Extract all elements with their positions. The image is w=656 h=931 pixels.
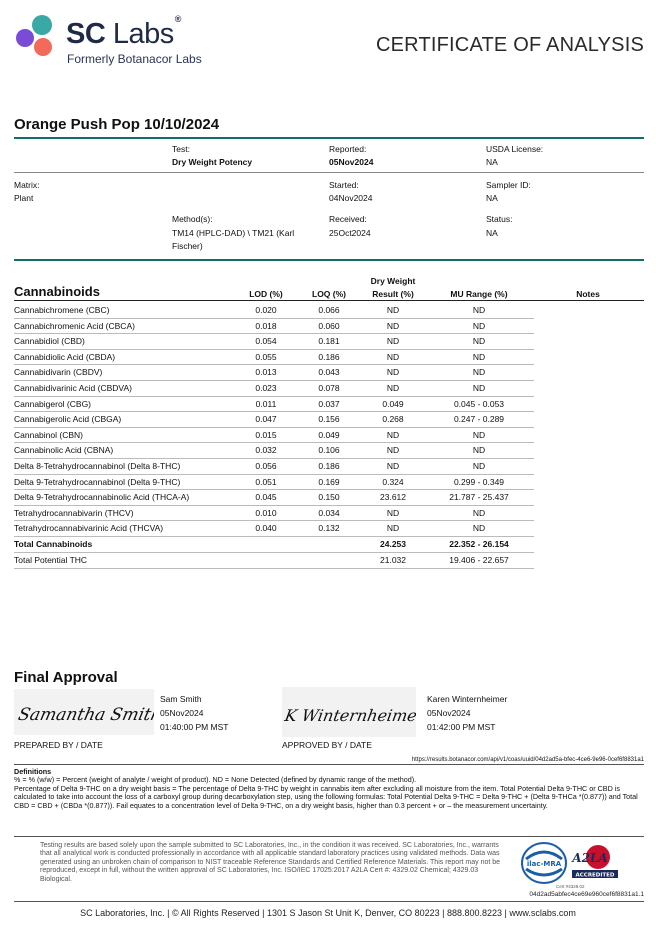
total-cannabinoids-label: Total Cannabinoids xyxy=(14,539,93,549)
lod-value: 0.018 xyxy=(255,320,277,331)
prepared-by-label: PREPARED BY / DATE xyxy=(14,740,103,750)
dry-weight-result: ND xyxy=(386,429,400,440)
document-type: CERTIFICATE OF ANALYSIS xyxy=(376,34,644,56)
cannabinoid-name: Delta 9-Tetrahydrocannabinolic Acid (THCA-A) xyxy=(14,492,190,503)
lod-value: 0.010 xyxy=(255,507,277,518)
lod-value: 0.040 xyxy=(255,523,277,534)
definitions-divider xyxy=(14,836,644,837)
lod-value: 0.056 xyxy=(255,461,277,471)
dry-weight-result: 0.049 xyxy=(382,398,404,409)
lod-value: 0.051 xyxy=(255,476,277,487)
mu-range: 0.299 - 0.349 xyxy=(453,476,505,487)
loq-value: 0.169 xyxy=(318,476,340,487)
dry-weight-result: ND xyxy=(386,445,400,456)
mu-range: ND xyxy=(472,507,486,518)
meta-divider xyxy=(14,172,644,173)
ilac-mra-badge-icon xyxy=(520,841,568,885)
table-row xyxy=(14,505,534,522)
cannabinoid-name: Cannabidiol (CBD) xyxy=(14,336,85,347)
loq-value: 0.037 xyxy=(318,398,340,409)
col-header-dry-weight: Dry Weight xyxy=(370,276,416,286)
cannabinoids-title: Cannabinoids xyxy=(14,284,100,299)
product-title: Orange Push Pop 10/10/2024 xyxy=(14,116,220,133)
cert-number: Cert #4329.02 xyxy=(556,884,585,889)
lod-value: 0.023 xyxy=(255,383,277,393)
definitions-line1: % = % (w/w) = Percent (weight of analyte / weight of product). ND = None Detected (defined by dynamic range of the method). xyxy=(14,775,417,785)
dry-weight-result: 23.612 xyxy=(380,492,406,503)
sc-labs-logo-icon xyxy=(14,14,58,58)
footer-divider xyxy=(14,901,644,902)
cannabinoid-name: Delta 8-Tetrahydrocannabinol (Delta 8-THC) xyxy=(14,461,181,471)
preparer-date: 05Nov2024 xyxy=(160,708,204,718)
usda-label: USDA License: xyxy=(486,144,544,154)
cannabinoid-name: Cannabichromenic Acid (CBCA) xyxy=(14,320,135,331)
cannabinoid-name: Cannabichromene (CBC) xyxy=(14,305,110,315)
mu-range: 0.045 - 0.053 xyxy=(453,398,505,409)
mu-range: 0.247 - 0.289 xyxy=(453,414,505,425)
table-row xyxy=(14,411,534,428)
definitions-line2: Percentage of Delta 9-THC on a dry weight basis = The percentage of Delta 9-THC by weight in cannabis item after excluding all moisture from the item. Total Potential Delta 9-THC or CBD is calculated to take into account the loss of a carboxyl group during decarboxylation step, using the following formulas: Total Potential Delta 9-THC = Delta 9-THC + (Delta 9-THCa *(0.877)) and Total CBD = CBD + (CBDa *(0.877)). Fail equates to a concentration level of Delta 9-THC, on a dry weight basis, higher than 0.3 percent + or – the measurement uncertainty. xyxy=(14,783,638,810)
loq-value: 0.181 xyxy=(318,336,340,347)
mu-range: ND xyxy=(472,383,486,393)
sampler-value: NA xyxy=(486,193,498,203)
approver-name: Karen Winternheimer xyxy=(427,694,508,704)
method-value-line1: TM14 (HPLC-DAD) \ TM21 (Karl xyxy=(172,228,295,238)
table-row xyxy=(14,318,534,335)
test-value: Dry Weight Potency xyxy=(172,157,253,167)
dry-weight-result: ND xyxy=(386,461,400,471)
definitions-title: Definitions xyxy=(14,767,52,776)
cannabinoid-name: Cannabinol (CBN) xyxy=(14,429,83,440)
mu-range: ND xyxy=(472,367,486,378)
started-value: 04Nov2024 xyxy=(329,193,373,203)
preparer-signature xyxy=(14,689,154,735)
table-row xyxy=(14,427,534,444)
mu-range: ND xyxy=(472,305,486,315)
lod-value: 0.045 xyxy=(255,492,277,503)
a2la-text: A2LA xyxy=(572,851,608,865)
loq-value: 0.156 xyxy=(318,414,340,425)
matrix-label: Matrix: xyxy=(14,180,40,190)
loq-value: 0.049 xyxy=(318,429,340,440)
table-row xyxy=(14,489,534,506)
col-header-result: Result (%) xyxy=(372,289,414,299)
col-header-mu: MU Range (%) xyxy=(450,289,508,299)
dry-weight-result: 0.324 xyxy=(382,476,404,487)
ilac-mra-text: ilac-MRA xyxy=(526,860,562,868)
method-label: Method(s): xyxy=(172,214,213,224)
cannabinoid-name: Tetrahydrocannabivarinic Acid (THCVA) xyxy=(14,523,164,534)
lod-value: 0.011 xyxy=(255,398,277,409)
usda-value: NA xyxy=(486,157,498,167)
sampler-label: Sampler ID: xyxy=(486,180,531,190)
total-thc-label: Total Potential THC xyxy=(14,555,88,565)
table-row xyxy=(14,380,534,397)
status-value: NA xyxy=(486,228,498,238)
mu-range: ND xyxy=(472,445,486,456)
definitions xyxy=(14,768,644,810)
preparer-name: Sam Smith xyxy=(160,694,202,704)
cannabinoid-name: Cannabidiolic Acid (CBDA) xyxy=(14,351,116,362)
matrix-value: Plant xyxy=(14,193,34,203)
lod-value: 0.032 xyxy=(255,445,277,456)
cannabinoid-name: Cannabidivarin (CBDV) xyxy=(14,367,103,378)
loq-value: 0.186 xyxy=(318,351,340,362)
cannabinoid-name: Delta 9-Tetrahydrocannabinol (Delta 9-THC) xyxy=(14,476,181,487)
title-divider xyxy=(14,137,644,139)
approver-time: 01:42:00 PM MST xyxy=(427,722,496,732)
table-row xyxy=(14,396,534,413)
footer: SC Laboratories, Inc. | © All Rights Reserved | 1301 S Jason St Unit K, Denver, CO 80223 | 888.800.8223 | www.sclabs.com xyxy=(80,908,576,918)
status-label: Status: xyxy=(486,214,513,224)
final-approval-title: Final Approval xyxy=(14,669,118,686)
table-header-divider xyxy=(14,300,644,301)
document-uuid: 04d2ad5abfec4ce69e960cef6f8831a1.1 xyxy=(529,891,644,898)
mu-range: ND xyxy=(472,429,486,440)
mu-range: ND xyxy=(472,351,486,362)
total-cannabinoids-result: 24.253 xyxy=(380,539,406,549)
cannabinoid-name: Cannabinolic Acid (CBNA) xyxy=(14,445,114,456)
dry-weight-result: ND xyxy=(386,383,400,393)
started-label: Started: xyxy=(329,180,359,190)
dry-weight-result: ND xyxy=(386,336,400,347)
col-header-notes: Notes xyxy=(576,289,600,299)
loq-value: 0.060 xyxy=(318,320,340,331)
cannabinoid-name: Cannabidivarinic Acid (CBDVA) xyxy=(14,383,132,393)
table-row xyxy=(14,349,534,366)
received-value: 25Oct2024 xyxy=(329,228,371,238)
col-header-loq: LOQ (%) xyxy=(312,289,346,299)
lod-value: 0.015 xyxy=(255,429,277,440)
total-cannabinoids-row xyxy=(14,536,534,553)
dry-weight-result: 0.268 xyxy=(382,414,404,425)
table-row xyxy=(14,520,534,537)
reported-label: Reported: xyxy=(329,144,367,154)
approver-signature-text: K Winternheimer xyxy=(283,706,416,725)
table-row xyxy=(14,333,534,350)
loq-value: 0.034 xyxy=(318,507,340,518)
total-cannabinoids-mu: 22.352 - 26.154 xyxy=(449,539,509,549)
total-thc-result: 21.032 xyxy=(380,555,406,565)
col-header-lod: LOD (%) xyxy=(249,289,283,299)
received-label: Received: xyxy=(329,214,367,224)
mu-range: 21.787 - 25.437 xyxy=(449,492,509,503)
dry-weight-result: ND xyxy=(386,305,400,315)
table-row xyxy=(14,474,534,491)
loq-value: 0.150 xyxy=(318,492,340,503)
loq-value: 0.043 xyxy=(318,367,340,378)
approved-by-label: APPROVED BY / DATE xyxy=(282,740,372,750)
approver-date: 05Nov2024 xyxy=(427,708,471,718)
dry-weight-result: ND xyxy=(386,507,400,518)
approver-signature xyxy=(282,687,416,737)
lod-value: 0.047 xyxy=(255,414,277,425)
loq-value: 0.186 xyxy=(318,461,340,471)
total-thc-mu: 19.406 - 22.657 xyxy=(449,555,509,565)
cannabinoid-name: Cannabigerolic Acid (CBGA) xyxy=(14,414,122,425)
lod-value: 0.020 xyxy=(255,305,277,315)
reported-value: 05Nov2024 xyxy=(329,157,374,167)
lod-value: 0.055 xyxy=(255,351,277,362)
cannabinoid-name: Cannabigerol (CBG) xyxy=(14,398,92,409)
dry-weight-result: ND xyxy=(386,351,400,362)
approval-divider xyxy=(14,764,644,765)
table-row xyxy=(14,458,534,475)
mu-range: ND xyxy=(472,523,486,534)
mu-range: ND xyxy=(472,320,486,331)
total-thc-row xyxy=(14,552,534,569)
loq-value: 0.132 xyxy=(318,523,340,534)
a2la-badge-icon xyxy=(570,843,620,879)
method-value-line2: Fischer) xyxy=(172,241,203,251)
accredited-text: ACCREDITED xyxy=(575,872,615,879)
table-row xyxy=(14,442,534,459)
disclaimer: Testing results are based solely upon the sample submitted to SC Laboratories, Inc., in the condition it was received. SC Laboratories, Inc., warrants that all analytical work is conducted professionally in accordance with all applicable standard laboratory practices using validated methods. Data was generated using an unbroken chain of comparison to NIST traceable Reference Standards and Certified Reference Materials. This report may not be reproduced, except in full, without the written approval of SC Laboratories, Inc. ISO/IEC 17025:2017 A2LA Cert #: 4329.02 Chemical; 4329.03 Biological. xyxy=(40,842,501,883)
mu-range: ND xyxy=(472,336,486,347)
mu-range: ND xyxy=(472,461,486,471)
loq-value: 0.078 xyxy=(318,383,340,393)
preparer-signature-text: Samantha Smith xyxy=(16,705,154,725)
cannabinoid-name: Tetrahydrocannabivarin (THCV) xyxy=(14,507,134,518)
dry-weight-result: ND xyxy=(386,523,400,534)
loq-value: 0.066 xyxy=(318,305,340,315)
dry-weight-result: ND xyxy=(386,320,400,331)
lod-value: 0.054 xyxy=(255,336,277,347)
table-row xyxy=(14,302,534,319)
brand-name: SC Labs® xyxy=(66,14,181,50)
table-row xyxy=(14,364,534,381)
dry-weight-result: ND xyxy=(386,367,400,378)
preparer-time: 01:40:00 PM MST xyxy=(160,722,229,732)
test-label: Test: xyxy=(172,144,190,154)
brand-subtitle: Formerly Botanacor Labs xyxy=(67,52,202,66)
meta-bottom-divider xyxy=(14,259,644,261)
results-url[interactable]: https://results.botanacor.com/api/v1/coas/uuid/04d2ad5a-bfec-4ce6-9e96-0cef6f8831a1 xyxy=(411,757,644,763)
loq-value: 0.106 xyxy=(318,445,340,456)
lod-value: 0.013 xyxy=(255,367,277,378)
